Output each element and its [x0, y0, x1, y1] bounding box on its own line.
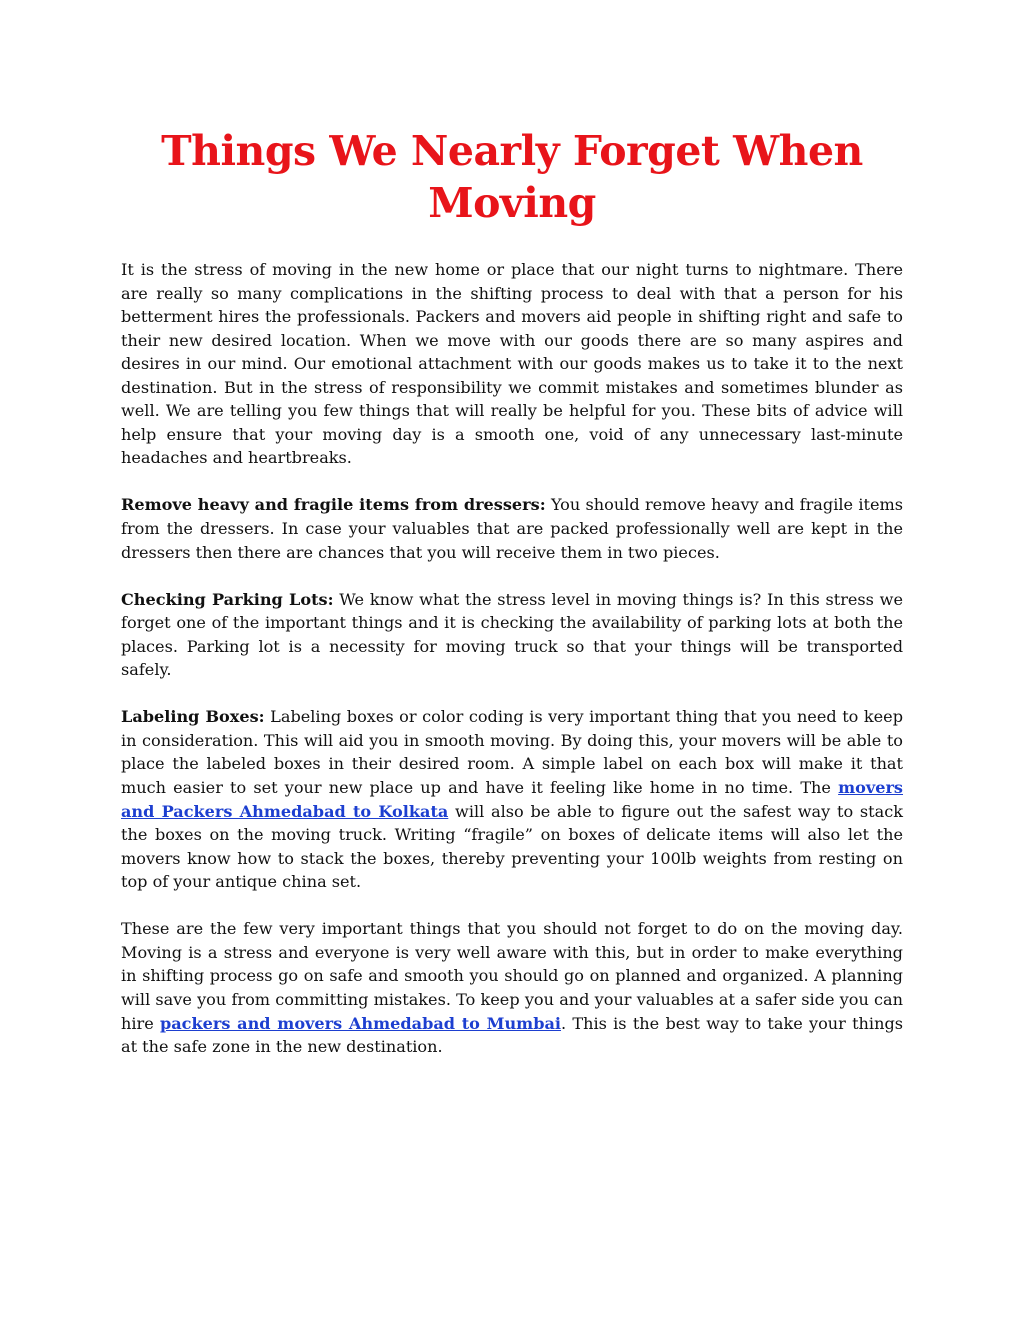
title-line-1: Things We Nearly Forget When	[161, 127, 863, 175]
conclusion-text-after: . This is the best way to take your things at the safe zone in the new destination.	[121, 1013, 904, 1057]
kolkata-movers-link[interactable]: movers and Packers Ahmedabad to Kolkata	[121, 778, 903, 821]
page-title	[121, 125, 903, 229]
conclusion-paragraph	[121, 917, 903, 1058]
section-dressers-text: You should remove heavy and fragile items from the dressers. In case your valuables that are packed professionally well are kept in the dressers then there are chances that you will receive them in two pieces.	[121, 495, 903, 562]
title-line-2: Moving	[428, 179, 596, 227]
section-labeling-text-after: will also be able to figure out the safest way to stack the boxes on the moving truck. Writing “fragile” on boxes of delicate items will also let the movers know how to stack the boxes, thereby preventing your 100lb weights from resting on top of your antique china set.	[121, 801, 903, 892]
section-labeling-heading: Labeling Boxes:	[121, 707, 265, 727]
section-labeling	[121, 705, 903, 893]
intro-paragraph: It is the stress of moving in the new home or place that our night turns to nightmare. There are really so many complications in the shifting process to deal with that a person for his betterment hires the professionals. Packers and movers aid people in shifting right and safe to their new desired location. When we move with our goods there are so many aspires and desires in our mind. Our emotional attachment with our goods makes us to take it to the next destination. But in the stress of responsibility we commit mistakes and sometimes blunder as well. We are telling you few things that will really be helpful for you. These bits of advice will help ensure that your moving day is a smooth one, void of any unnecessary last-minute headaches and heartbreaks.	[121, 260, 903, 468]
conclusion-text-before: These are the few very important things that you should not forget to do on the moving day. Moving is a stress and everyone is very well aware with this, but in order to make everything in shifting process go on safe and smooth you should go on planned and organized. A planning will save you from committing mistakes. To keep you and your valuables at a safer side you can hire	[121, 919, 903, 1033]
section-dressers-heading: Remove heavy and fragile items from dressers:	[121, 495, 546, 515]
section-dressers	[121, 493, 903, 564]
section-parking	[121, 588, 903, 682]
section-parking-text: We know what the stress level in moving things is? In this stress we forget one of the important things and it is checking the availability of parking lots at both the places. Parking lot is a necessity for moving truck so that your things will be transported safely.	[121, 589, 903, 680]
mumbai-movers-link[interactable]: packers and movers Ahmedabad to Mumbai	[160, 1013, 562, 1033]
document-page	[121, 125, 903, 1059]
section-labeling-text-before: Labeling boxes or color coding is very important thing that you need to keep in consideration. This will aid you in smooth moving. By doing this, your movers will be able to place the labeled boxes in their desired room. A simple label on each box will make it that much easier to set your new place up and have it feeling like home in no time. The	[121, 707, 903, 798]
section-parking-heading: Checking Parking Lots:	[121, 589, 334, 609]
